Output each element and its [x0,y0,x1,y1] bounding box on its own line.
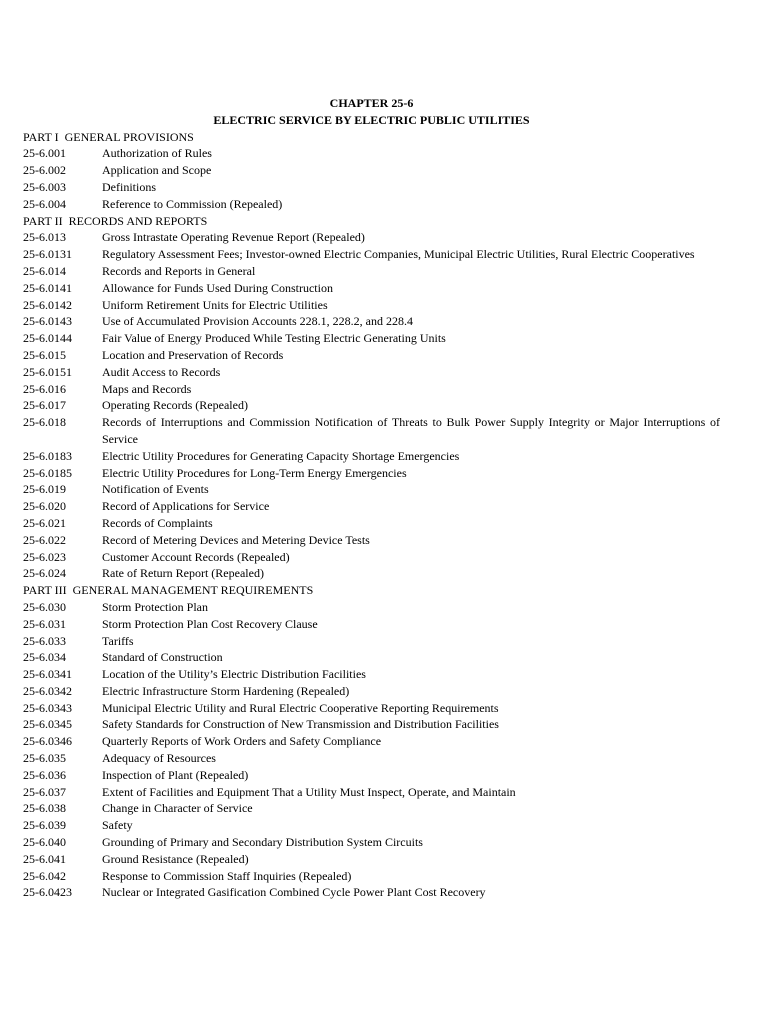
rule-number: 25-6.004 [23,196,66,211]
rule-title: Uniform Retirement Units for Electric Utilities [102,297,328,312]
document-page [23,95,720,901]
rule-title: Tariffs [102,633,134,648]
rule-number: 25-6.030 [23,599,66,614]
rule-title: Adequacy of Resources [102,751,216,766]
rule-entry [23,196,720,213]
rule-number: 25-6.015 [23,347,66,362]
rule-title: Operating Records (Repealed) [102,398,248,413]
rule-entry [23,498,720,515]
rule-title: Extent of Facilities and Equipment That a Utility Must Inspect, Operate, and Maintain [102,784,516,799]
rule-entry [23,280,720,297]
rule-number: 25-6.0343 [23,700,72,715]
rule-entry [23,616,720,633]
rule-entry [23,162,720,179]
rule-title: Electric Utility Procedures for Long-Term Energy Emergencies [102,465,407,480]
rule-title: Location and Preservation of Records [102,347,284,362]
rule-number: 25-6.021 [23,515,66,530]
rule-number: 25-6.001 [23,146,66,161]
rule-number: 25-6.020 [23,499,66,514]
rule-title: Audit Access to Records [102,364,221,379]
rule-entry [23,700,720,717]
rule-title: Inspection of Plant (Repealed) [102,767,249,782]
rule-entry [23,884,720,901]
rule-title: Fair Value of Energy Produced While Testing Electric Generating Units [102,331,446,346]
rule-entry [23,532,720,549]
rule-number: 25-6.039 [23,818,66,833]
rule-title: Standard of Construction [102,650,223,665]
rule-entry [23,633,720,650]
rule-number: 25-6.0423 [23,885,72,900]
rule-title: Ground Resistance (Repealed) [102,851,249,866]
rule-number: 25-6.0143 [23,314,72,329]
rule-title: Authorization of Rules [102,146,212,161]
rule-title: Rate of Return Report (Repealed) [102,566,264,581]
rule-entry [23,145,720,162]
rule-entry [23,767,720,784]
rule-title: Quarterly Reports of Work Orders and Safety Compliance [102,734,382,749]
rule-entry [23,599,720,616]
rule-title: Application and Scope [102,163,212,178]
rule-number: 25-6.017 [23,398,66,413]
rule-title: Maps and Records [102,381,192,396]
rule-number: 25-6.042 [23,868,66,883]
table-of-contents [23,129,720,902]
rule-entry [23,868,720,885]
rule-number: 25-6.023 [23,549,66,564]
rule-entry [23,666,720,683]
rule-entry [23,397,720,414]
rule-entry [23,817,720,834]
rule-title: Notification of Events [102,482,209,497]
rule-number: 25-6.016 [23,381,66,396]
rule-entry [23,750,720,767]
rule-number: 25-6.014 [23,263,66,278]
rule-number: 25-6.0131 [23,247,72,262]
rule-number: 25-6.036 [23,767,66,782]
rule-entry [23,649,720,666]
rule-entry [23,800,720,817]
rule-number: 25-6.0345 [23,717,72,732]
rule-title: Gross Intrastate Operating Revenue Report (Repealed) [102,230,365,245]
rule-number: 25-6.033 [23,633,66,648]
part-heading: PART III GENERAL MANAGEMENT REQUIREMENTS [23,583,314,598]
part-heading: PART II RECORDS AND REPORTS [23,213,208,228]
rule-entry [23,330,720,347]
rule-title: Records of Interruptions and Commission Notification of Threats to Bulk Power Supply Integrity or Major Interruptions of Service [102,415,720,446]
rule-entry [23,297,720,314]
rule-title: Nuclear or Integrated Gasification Combined Cycle Power Plant Cost Recovery [102,885,486,900]
rule-number: 25-6.002 [23,163,66,178]
rule-title: Records and Reports in General [102,263,256,278]
rule-title: Definitions [102,179,156,194]
rule-entry [23,565,720,582]
part-heading: PART I GENERAL PROVISIONS [23,129,194,144]
rule-entry [23,313,720,330]
rule-number: 25-6.018 [23,415,66,430]
rule-title: Use of Accumulated Provision Accounts 228.1, 228.2, and 228.4 [102,314,413,329]
rule-number: 25-6.019 [23,482,66,497]
rule-number: 25-6.0341 [23,667,72,682]
rule-number: 25-6.0342 [23,683,72,698]
rule-entry [23,481,720,498]
rule-number: 25-6.041 [23,851,66,866]
rule-title: Record of Metering Devices and Metering Device Tests [102,532,370,547]
rule-title: Grounding of Primary and Secondary Distribution System Circuits [102,835,423,850]
rule-title: Regulatory Assessment Fees; Investor-owned Electric Companies, Municipal Electric Utilities, Rural Electric Cooperatives [102,247,695,262]
rule-entry [23,834,720,851]
rule-entry [23,246,720,263]
rule-title: Response to Commission Staff Inquiries (Repealed) [102,868,352,883]
rule-number: 25-6.0183 [23,448,72,463]
rule-number: 25-6.0185 [23,465,72,480]
rule-number: 25-6.038 [23,801,66,816]
rule-number: 25-6.0142 [23,297,72,312]
rule-entry [23,347,720,364]
rule-title: Allowance for Funds Used During Construction [102,280,333,295]
rule-number: 25-6.0151 [23,364,72,379]
rule-entry [23,414,720,448]
rule-number: 25-6.034 [23,650,66,665]
rule-entry [23,465,720,482]
rule-entry [23,515,720,532]
rule-title: Electric Utility Procedures for Generating Capacity Shortage Emergencies [102,448,460,463]
rule-entry [23,179,720,196]
rule-number: 25-6.0346 [23,734,72,749]
rule-title: Customer Account Records (Repealed) [102,549,290,564]
rule-number: 25-6.0144 [23,331,72,346]
rule-title: Safety Standards for Construction of New Transmission and Distribution Facilities [102,717,499,732]
rule-number: 25-6.035 [23,751,66,766]
rule-number: 25-6.040 [23,835,66,850]
rule-number: 25-6.031 [23,616,66,631]
rule-number: 25-6.037 [23,784,66,799]
rule-entry [23,851,720,868]
rule-number: 25-6.013 [23,230,66,245]
chapter-title: ELECTRIC SERVICE BY ELECTRIC PUBLIC UTILITIES [213,112,530,127]
rule-title: Municipal Electric Utility and Rural Electric Cooperative Reporting Requirements [102,700,499,715]
rule-title: Safety [102,818,133,833]
rule-title: Reference to Commission (Repealed) [102,196,283,211]
rule-title: Record of Applications for Service [102,499,270,514]
rule-title: Storm Protection Plan [102,599,208,614]
rule-entry [23,733,720,750]
rule-title: Change in Character of Service [102,801,253,816]
rule-entry [23,381,720,398]
rule-entry [23,549,720,566]
rule-entry [23,229,720,246]
rule-title: Electric Infrastructure Storm Hardening (Repealed) [102,683,350,698]
rule-title: Records of Complaints [102,515,213,530]
rule-number: 25-6.024 [23,566,66,581]
rule-number: 25-6.022 [23,532,66,547]
rule-title: Location of the Utility’s Electric Distribution Facilities [102,667,366,682]
rule-entry [23,716,720,733]
rule-entry [23,364,720,381]
rule-entry [23,784,720,801]
chapter-heading [23,95,720,129]
rule-number: 25-6.003 [23,179,66,194]
rule-title: Storm Protection Plan Cost Recovery Clause [102,616,318,631]
rule-entry [23,448,720,465]
chapter-number: CHAPTER 25-6 [329,96,414,110]
rule-entry [23,263,720,280]
rule-number: 25-6.0141 [23,280,72,295]
rule-entry [23,683,720,700]
